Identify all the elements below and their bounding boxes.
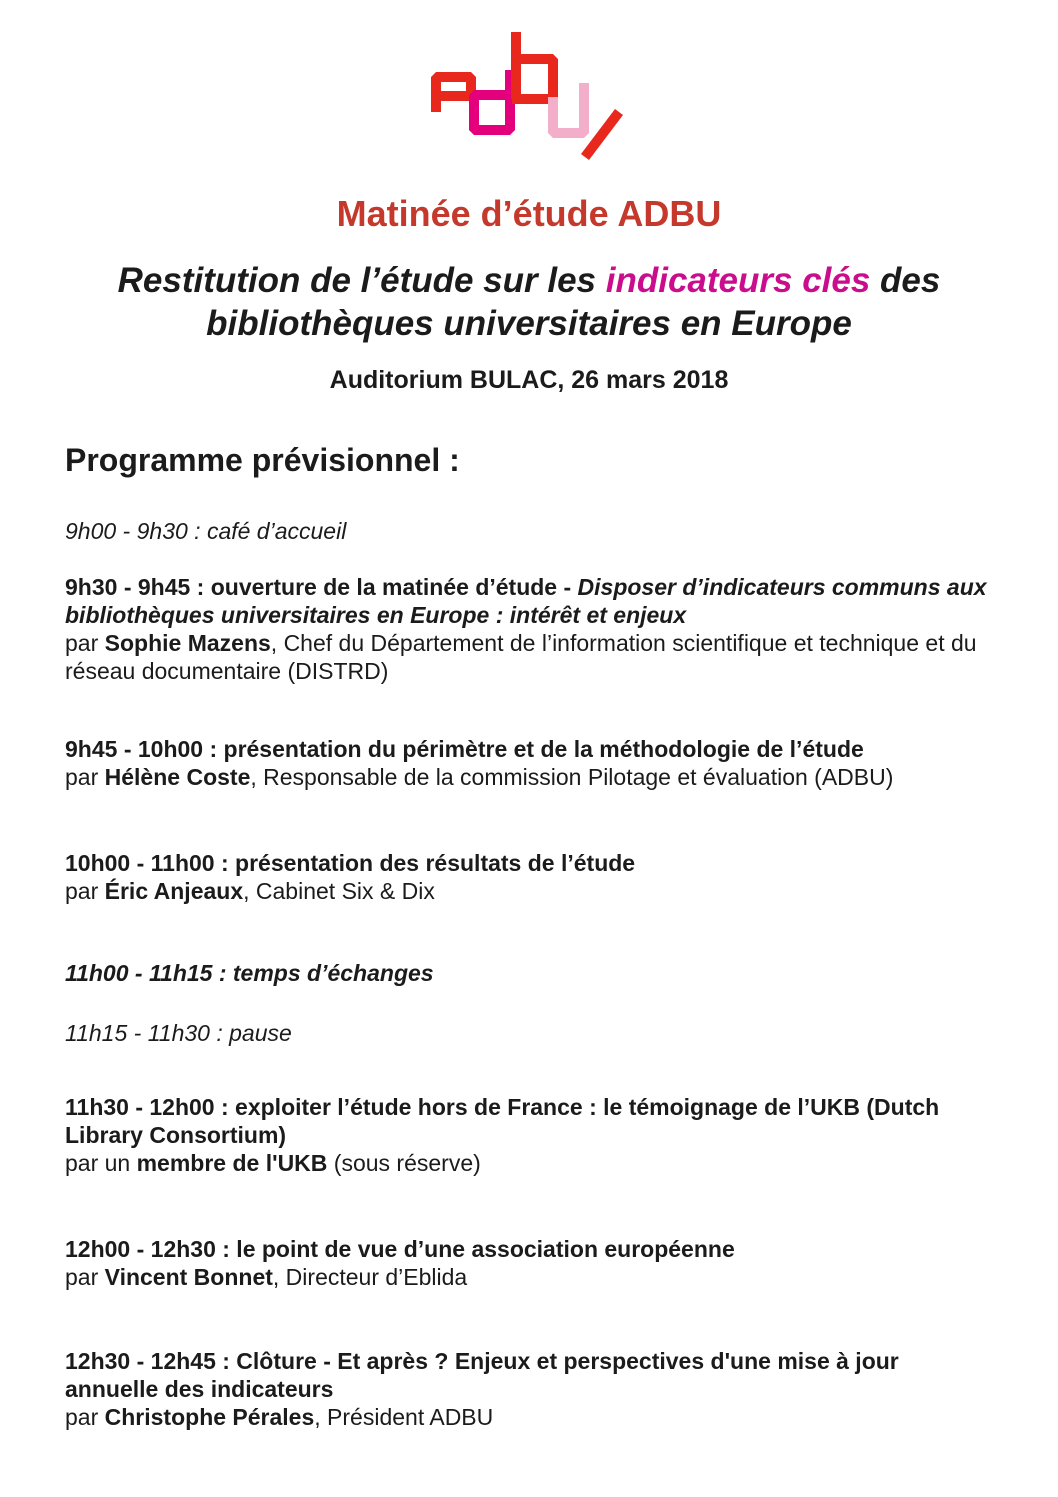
program-line <box>65 517 993 545</box>
text-segment: par <box>65 764 105 790</box>
text-segment: 9h00 - 9h30 : café d’accueil <box>65 518 347 544</box>
text-segment: Sophie Mazens <box>104 630 271 656</box>
text-segment: bibliothèques universitaires en Europe : intérêt et enjeux <box>65 602 687 628</box>
program-item-association-europeenne <box>65 1235 993 1291</box>
text-segment: , Responsable de la commission Pilotage et évaluation (ADBU) <box>250 764 894 790</box>
program-line <box>65 735 993 763</box>
text-segment: 12h30 - 12h45 : Clôture - Et après ? Enjeux et perspectives d'une mise à jour <box>65 1348 899 1374</box>
logo-slash <box>585 112 619 157</box>
program-line <box>65 877 993 905</box>
text-segment: Éric Anjeaux <box>104 878 244 904</box>
text-segment: , Cabinet Six & Dix <box>243 878 435 904</box>
program-line <box>65 1403 993 1431</box>
text-segment: 11h30 - 12h00 : exploiter l’étude hors de France : le témoignage de l’UKB (Dutch <box>65 1094 940 1120</box>
subtitle-text-line2: bibliothèques universitaires en Europe <box>206 304 852 343</box>
text-segment: Vincent Bonnet <box>104 1264 273 1290</box>
event-title: Matinée d’étude ADBU <box>336 193 722 234</box>
event-subtitle <box>0 259 1058 345</box>
program-item-cloture <box>65 1347 993 1431</box>
text-segment: par <box>65 878 105 904</box>
subtitle-highlight: indicateurs clés <box>605 261 871 300</box>
program-item-pause <box>65 1019 993 1047</box>
program-line <box>65 763 993 791</box>
program-line <box>65 601 993 629</box>
program-line <box>65 573 993 601</box>
program-item-resultats <box>65 849 993 905</box>
adbu-logo <box>0 0 1058 163</box>
program-item-cafe-accueil <box>65 517 993 545</box>
program-line <box>65 629 993 657</box>
text-segment: par <box>65 1264 105 1290</box>
program-line <box>65 1235 993 1263</box>
section-heading: Programme prévisionnel : <box>65 442 460 478</box>
venue-date: Auditorium BULAC, 26 mars 2018 <box>329 366 729 394</box>
text-segment: Library Consortium) <box>65 1122 287 1148</box>
text-segment: par <box>65 1404 105 1430</box>
program-item-temps-echanges <box>65 959 993 987</box>
text-segment: 12h00 - 12h30 : le point de vue d’une association européenne <box>65 1236 735 1262</box>
text-segment: par un <box>65 1150 137 1176</box>
text-segment: , Chef du Département de l’information scientifique et technique et du <box>270 630 977 656</box>
text-segment: Hélène Coste <box>104 764 251 790</box>
text-segment: 11h00 - 11h15 : temps d’échanges <box>65 960 434 986</box>
program-item-ouverture <box>65 573 993 685</box>
text-segment: , Directeur d’Eblida <box>272 1264 468 1290</box>
program-line <box>65 849 993 877</box>
program-line <box>65 1093 993 1121</box>
program-line <box>65 1121 993 1149</box>
program-line <box>65 657 993 685</box>
program-line <box>65 1263 993 1291</box>
program-line <box>65 1347 993 1375</box>
program-list <box>65 517 993 1431</box>
subtitle-text: Restitution de l’étude sur les <box>117 261 606 300</box>
text-segment: annuelle des indicateurs <box>65 1376 334 1402</box>
program-line <box>65 1019 993 1047</box>
subtitle-text: des <box>870 261 941 300</box>
program-line <box>65 1149 993 1177</box>
text-segment: (sous réserve) <box>327 1150 481 1176</box>
text-segment: 11h15 - 11h30 : pause <box>65 1020 292 1046</box>
text-segment: Christophe Pérales <box>104 1404 315 1430</box>
text-segment: 10h00 - 11h00 : présentation des résultats de l’étude <box>65 850 636 876</box>
text-segment: réseau documentaire (DISTRD) <box>65 658 389 684</box>
program-item-perimetre-methodologie <box>65 735 993 791</box>
logo-letter-d <box>474 70 510 130</box>
program-item-ukb <box>65 1093 993 1177</box>
program-line <box>65 1375 993 1403</box>
text-segment: par <box>65 630 105 656</box>
text-segment: , Président ADBU <box>314 1404 494 1430</box>
text-segment: Disposer d’indicateurs communs aux <box>577 574 987 600</box>
text-segment: membre de l'UKB <box>136 1150 328 1176</box>
text-segment: 9h45 - 10h00 : présentation du périmètre et de la méthodologie de l’étude <box>65 736 864 762</box>
program-line <box>65 959 993 987</box>
logo-letter-a <box>436 77 471 112</box>
text-segment: 9h30 - 9h45 : ouverture de la matinée d’étude - <box>65 574 578 600</box>
